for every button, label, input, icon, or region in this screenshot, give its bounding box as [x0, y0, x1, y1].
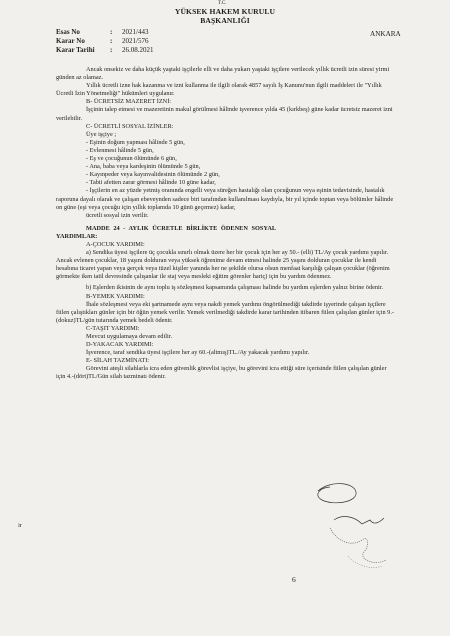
section-heading: B- ÜCRETSİZ MAZERET İZNİ:	[86, 98, 172, 106]
section-heading: D-YAKACAK YARDIMI:	[86, 341, 154, 349]
list-item: - Ana, baba veya kardeşinin ölümünde 5 gün,	[86, 163, 201, 171]
list-item: - İşçilerin en az yüzde yetmiş oranında engelli veya süreğen hastalığı olan çocuğunun veya eşinin tedavisinde, hastalık raporuna dayalı olarak ve çalışan ebeveynden sadece biri tarafından kullanılması kaydıyla, bir yıl içinde toptan veya bölümler hâlinde on güne (eşi veya çocuğu için yıllık toplamda 10 günü geçemez) kadar,	[56, 187, 394, 211]
meta-label: Esas No	[56, 28, 80, 36]
section-heading: B-YEMEK YARDIMI:	[86, 292, 145, 300]
signature-stroke	[334, 517, 384, 524]
article-heading-cont: YARDIMLAR:	[56, 232, 98, 240]
article-heading: MADDE 24 - AYLIK ÜCRETLE BİRLİKTE ÖDENEN SOSYAL	[86, 224, 277, 232]
meta-value: 26.08.2021	[122, 46, 154, 54]
section-heading: E- SİLAH TAZMİNATI:	[86, 357, 150, 365]
list-item: - Evlenmesi hâlinde 5 gün,	[86, 146, 154, 154]
initials-scribble-2	[348, 556, 382, 568]
list-intro: Üye işçiye ;	[86, 130, 117, 138]
paragraph: Görevini ateşli silahlarla icra eden güvenlik görevlisi işçiye, bu görevini icra ettiği süre içerisinde fiilen çalışılan günler için 4.-(dört)TL/Gün silah tazminatı ödenir.	[56, 365, 387, 381]
meta-value: 2021/576	[122, 37, 149, 45]
list-item: - Eşinin doğum yapması hâlinde 5 gün,	[86, 138, 185, 146]
meta-label: Karar Tarihi	[56, 46, 95, 54]
initials-scribble	[330, 528, 386, 562]
meta-row-esas: Esas No : 2021/443	[56, 28, 149, 36]
list-item: - Eş ve çocuğunun ölümünde 6 gün,	[86, 155, 177, 163]
meta-label: Karar No	[56, 37, 85, 45]
city-name: ANKARA	[370, 30, 401, 38]
paragraph: İşçinin talep etmesi ve mazeretinin makul görülmesi hâlinde işverence yılda 45 (kırkbeş) güne kadar ücretsiz mazeret izni verilebilir.	[56, 106, 393, 122]
title-line-1: YÜKSEK HAKEM KURULU	[174, 7, 276, 16]
section-heading: A-ÇOCUK YARDIMI:	[86, 240, 145, 248]
paragraph: Ancak onsekiz ve daha küçük yaştaki işçilerle elli ve daha yukarı yaştaki işçilere verilecek yıllık ücretli izin süresi yirmi günden az olamaz.	[56, 66, 390, 82]
list-item: - Kayınpeder veya kayınvalidesinin ölümünde 2 gün,	[86, 171, 220, 179]
paragraph: b) Eşlerden ikisinin de aynı toplu iş sözleşmesi kapsamında çalışması halinde bu yardım eşlerden yalnız birine ödenir.	[86, 284, 384, 292]
header-top-mark: T.C.	[218, 1, 227, 6]
section-heading: C- ÜCRETLİ SOSYAL İZİNLER:	[86, 122, 174, 130]
title-line-2: BAŞKANLIĞI	[200, 16, 250, 25]
meta-value: 2021/443	[122, 28, 149, 36]
paragraph: a) Sendika üyesi işçilere üç çocukla sınırlı olmak üzere her bir çocuk için her ay 50.- (elli) TL/Ay çocuk yardımı yapılır. Ancak evlenen çocuklar, 18 yaşını dolduran veya yüksek öğrenime devam etmesi halinde 25 yaşını dolduran çocuklar ile kendi hesabına ticaret yapan veya gerçek veya tüzel kişiler yanında her ne şekilde olursa olsun menfaat karşılığı çalışan çocuklar (öğrenim görmekte iken tatil devresinde çalışanlar ile staj veya mesleki eğitim görenler hariç) için bu yardım ödenmez.	[56, 249, 390, 281]
list-item: - Tabii afetten zarar görmesi hâlinde 10 güne kadar,	[86, 179, 216, 187]
signature-loop	[318, 484, 356, 503]
section-heading: C-TAŞIT YARDIMI:	[86, 324, 140, 332]
paragraph: ücretli sosyal izin verilir.	[86, 211, 149, 219]
meta-row-karar: Karar No : 2021/576	[56, 37, 149, 45]
meta-row-tarih: Karar Tarihi : 26.08.2021	[56, 46, 154, 54]
paragraph: İşverence, taraf sendika üyesi işçilere her ay 60.-(altmış)TL./Ay yakacak yardımı yapılır.	[86, 349, 310, 357]
paragraph: İhale sözleşmesi veya eki şartnamede aynı veya nakdi yemek yardımı öngörülmediği takdirde işyerinde çalışan işçilere fiilen çalıştıkları günler için bir öğün yemek verilir. Yemek verilmediği takdirde karar tarihinden itibaren fiilen çalışılan günler için 9.-(dokuz)TL/gün tutarında yemek bedeli ödenir.	[56, 300, 395, 324]
paragraph: Yıllık ücretli izne hak kazanma ve izni kullanma ile ilgili olarak 4857 sayılı İş Kanunu'nun ilgili maddeleri ile "Yıllık Ücretli İzin Yönetmeliği" hükümleri uygulanır.	[56, 82, 382, 98]
page-number: 6	[292, 575, 296, 584]
margin-mark: ʇr	[18, 523, 22, 529]
paragraph: Mevcut uygulamaya devam edilir.	[86, 333, 173, 340]
